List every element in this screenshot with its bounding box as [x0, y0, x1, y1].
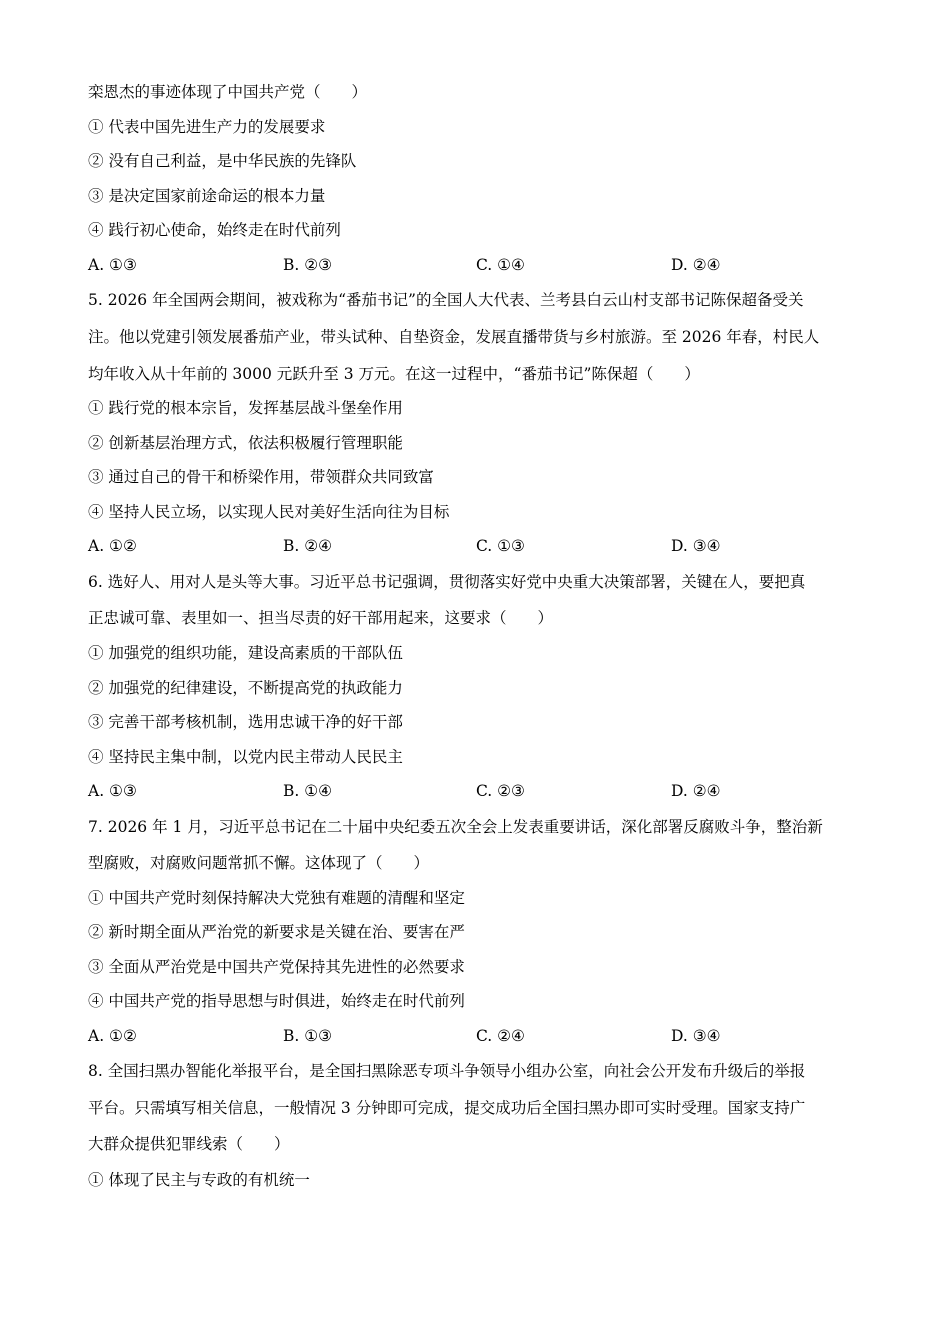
q5-item-1: ① 践行党的根本宗旨，发挥基层战斗堡垒作用	[88, 399, 403, 417]
q4-item-4: ④ 践行初心使命，始终走在时代前列	[88, 221, 341, 239]
q6-item-2: ② 加强党的纪律建设，不断提高党的执政能力	[88, 679, 403, 697]
q8-stem-line-1: 8. 全国扫黑办智能化举报平台，是全国扫黑除恶专项斗争领导小组办公室，向社会公开发布升级后的举报	[88, 1062, 806, 1080]
q5-stem-line-1: 5. 2026 年全国两会期间，被戏称为“番茄书记”的全国人大代表、兰考县白云山村支部书记陈保超备受关	[88, 291, 804, 309]
q7-item-2: ② 新时期全面从严治党的新要求是关键在治、要害在严	[88, 923, 465, 941]
q7-option-c: C. ②④	[476, 1027, 525, 1045]
q6-option-d: D. ②④	[671, 782, 721, 800]
q4-item-1: ① 代表中国先进生产力的发展要求	[88, 118, 326, 136]
q7-option-b: B. ①③	[283, 1027, 333, 1045]
q4-option-d: D. ②④	[671, 256, 721, 274]
q4-item-3: ③ 是决定国家前途命运的根本力量	[88, 187, 326, 205]
q6-item-3: ③ 完善干部考核机制，选用忠诚干净的好干部	[88, 713, 403, 731]
q7-item-3: ③ 全面从严治党是中国共产党保持其先进性的必然要求	[88, 958, 465, 976]
q6-stem-line-2: 正忠诚可靠、表里如一、担当尽责的好干部用起来，这要求（ ）	[88, 609, 554, 627]
q4-option-c: C. ①④	[476, 256, 525, 274]
q6-stem-line-1: 6. 选好人、用对人是头等大事。习近平总书记强调，贯彻落实好党中央重大决策部署，关键在人，要把真	[88, 573, 806, 591]
q5-item-2: ② 创新基层治理方式，依法积极履行管理职能	[88, 434, 403, 452]
q5-item-4: ④ 坚持人民立场，以实现人民对美好生活向往为目标	[88, 503, 450, 521]
q6-options	[88, 781, 868, 801]
q7-item-1: ① 中国共产党时刻保持解决大党独有难题的清醒和坚定	[88, 889, 465, 907]
q7-options	[88, 1026, 868, 1046]
q7-stem-line-2: 型腐败，对腐败问题常抓不懈。这体现了（ ）	[88, 854, 430, 872]
q5-stem-line-2: 注。他以党建引领发展番茄产业，带头试种、自垫资金，发展直播带货与乡村旅游。至 2026 年春，村民人	[88, 328, 820, 346]
q5-option-a: A. ①②	[88, 537, 137, 555]
q7-stem-line-1: 7. 2026 年 1 月，习近平总书记在二十届中央纪委五次全会上发表重要讲话，深化部署反腐败斗争，整治新	[88, 818, 823, 836]
q6-option-c: C. ②③	[476, 782, 525, 800]
q5-item-3: ③ 通过自己的骨干和桥梁作用，带领群众共同致富	[88, 468, 434, 486]
q4-option-a: A. ①③	[88, 256, 137, 274]
q6-item-1: ① 加强党的组织功能，建设高素质的干部队伍	[88, 644, 403, 662]
q6-option-a: A. ①③	[88, 782, 137, 800]
q5-options	[88, 536, 868, 556]
q7-option-a: A. ①②	[88, 1027, 137, 1045]
q4-stem: 栾恩杰的事迹体现了中国共产党（ ）	[88, 83, 368, 101]
q5-option-c: C. ①③	[476, 537, 525, 555]
q8-stem-line-2: 平台。只需填写相关信息，一般情况 3 分钟即可完成，提交成功后全国扫黑办即可实时受理。国家支持广	[88, 1099, 806, 1117]
q6-item-4: ④ 坚持民主集中制，以党内民主带动人民民主	[88, 748, 403, 766]
q7-item-4: ④ 中国共产党的指导思想与时俱进，始终走在时代前列	[88, 992, 465, 1010]
q8-stem-line-3: 大群众提供犯罪线索（ ）	[88, 1135, 290, 1153]
q5-option-b: B. ②④	[283, 537, 333, 555]
q5-option-d: D. ③④	[671, 537, 721, 555]
q4-item-2: ② 没有自己利益，是中华民族的先锋队	[88, 152, 357, 170]
q5-stem-line-3: 均年收入从十年前的 3000 元跃升至 3 万元。在这一过程中，“番茄书记”陈保超（ ）	[88, 365, 700, 383]
q6-option-b: B. ①④	[283, 782, 333, 800]
q8-item-1: ① 体现了民主与专政的有机统一	[88, 1171, 310, 1189]
q7-option-d: D. ③④	[671, 1027, 721, 1045]
q4-option-b: B. ②③	[283, 256, 333, 274]
q4-options	[88, 255, 868, 275]
